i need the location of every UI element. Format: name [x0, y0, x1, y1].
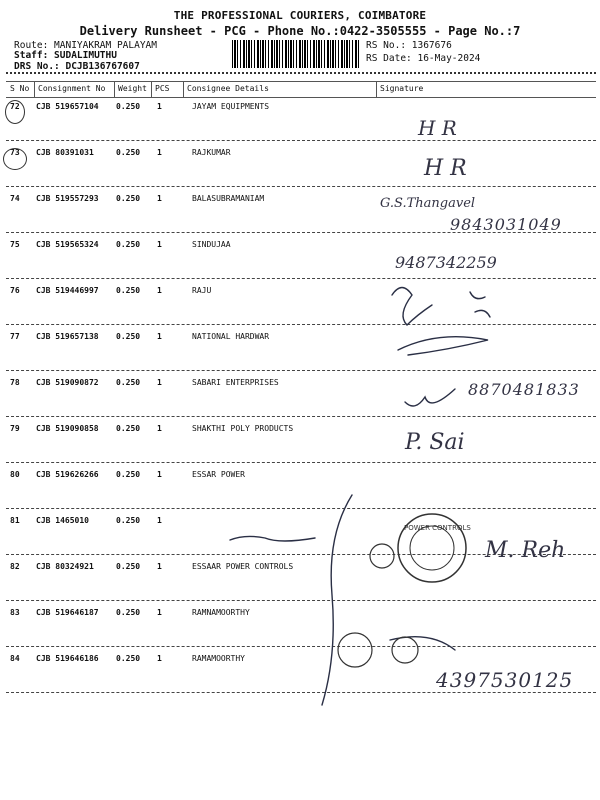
staff-label: Staff: SUDALIMUTHU [14, 50, 117, 61]
row-sno: 73 [10, 148, 20, 157]
row-pcs: 1 [157, 470, 162, 479]
row-consignee: ESSAR POWER [192, 470, 245, 479]
row-weight: 0.250 [116, 148, 141, 157]
row-sno: 74 [10, 194, 20, 203]
signature-row-74-name: G.S.Thangavel [380, 196, 476, 211]
scribble-signature-76 [392, 288, 432, 326]
row-consignee: RAMAMOORTHY [192, 654, 245, 663]
row-sno: 82 [10, 562, 20, 571]
drs-number: DRS No.: DCJB136767607 [14, 61, 140, 72]
col-consignee: Consignee Details [187, 84, 269, 93]
runsheet-subtitle: Delivery Runsheet - PCG - Phone No.:0422-3505555 - Page No.:7 [79, 24, 521, 38]
row-sno: 83 [10, 608, 20, 617]
row-sno: 76 [10, 286, 20, 295]
route-label: Route: MANIYAKRAM PALAYAM [14, 40, 157, 51]
row-consignment-no: CJB 519565324 [36, 240, 99, 249]
scribble-signature-77 [398, 337, 488, 355]
row-pcs: 1 [157, 286, 162, 295]
row-pcs: 1 [157, 240, 162, 249]
row-weight: 0.250 [116, 194, 141, 203]
row-consignment-no: CJB 519626266 [36, 470, 99, 479]
row-sno: 81 [10, 516, 20, 525]
row-consignment-no: CJB 80391031 [36, 148, 94, 157]
row-sno: 84 [10, 654, 20, 663]
row-pcs: 1 [157, 194, 162, 203]
rs-number: RS No.: 1367676 [366, 40, 452, 51]
signature-row-79: P. Sai [405, 430, 465, 455]
row-weight: 0.250 [116, 516, 141, 525]
row-sno: 75 [10, 240, 20, 249]
row-consignee: RAMNAMOORTHY [192, 608, 250, 617]
row-weight: 0.250 [116, 378, 141, 387]
row-weight: 0.250 [116, 654, 141, 663]
row-consignee: SINDUJAA [192, 240, 231, 249]
row-consignment-no: CJB 519646186 [36, 654, 99, 663]
row-weight: 0.250 [116, 240, 141, 249]
row-marker-circle [338, 633, 372, 667]
signature-row-72: H R [418, 116, 457, 140]
row-consignee: RAJU [192, 286, 212, 295]
row-consignment-no: CJB 1465010 [36, 516, 89, 525]
col-pcs: PCS [155, 84, 170, 93]
row-pcs: 1 [157, 654, 162, 663]
col-weight: Weight [118, 84, 147, 93]
signature-row-84-phone: 4397530125 [436, 668, 574, 692]
row-pcs: 1 [157, 608, 162, 617]
col-signature: Signature [380, 84, 424, 93]
row-pcs: 1 [157, 516, 162, 525]
dash-mark-row-81 [230, 536, 315, 541]
row-pcs: 1 [157, 378, 162, 387]
row-weight: 0.250 [116, 562, 141, 571]
row-weight: 0.250 [116, 332, 141, 341]
stamp-text: POWER CONTROLS [404, 524, 471, 532]
row-sno: 77 [10, 332, 20, 341]
row-consignment-no: CJB 519090872 [36, 378, 99, 387]
row-pcs: 1 [157, 424, 162, 433]
scribble-signature-76b [470, 292, 490, 317]
row-consignment-no: CJB 519657138 [36, 332, 99, 341]
row-consignment-no: CJB 519557293 [36, 194, 99, 203]
row-pcs: 1 [157, 332, 162, 341]
signature-row-73: H R [424, 156, 467, 181]
row-weight: 0.250 [116, 608, 141, 617]
company-title: THE PROFESSIONAL COURIERS, COIMBATORE [173, 9, 427, 22]
row-marker-circle [370, 544, 394, 568]
long-stroke-line [322, 495, 352, 705]
row-consignee: ESSAAR POWER CONTROLS [192, 562, 294, 571]
row-sno: 80 [10, 470, 20, 479]
scribble-signature-78 [405, 389, 455, 406]
row-pcs: 1 [157, 102, 162, 111]
rs-date: RS Date: 16-May-2024 [366, 53, 481, 64]
row-sno: 78 [10, 378, 20, 387]
signature-row-74-phone: 9843031049 [450, 215, 562, 234]
row-weight: 0.250 [116, 286, 141, 295]
row-consignee: SHAKTHI POLY PRODUCTS [192, 424, 294, 433]
row-consignee: RAJKUMAR [192, 148, 231, 157]
row-consignment-no: CJB 519646187 [36, 608, 99, 617]
signature-row-82: M. Reh [485, 538, 566, 563]
row-weight: 0.250 [116, 470, 141, 479]
row-consignee: BALASUBRAMANIAM [192, 194, 265, 203]
row-consignment-no: CJB 519446997 [36, 286, 99, 295]
row-consignment-no: CJB 80324921 [36, 562, 94, 571]
row-consignee: JAYAM EQUIPMENTS [192, 102, 270, 111]
row-sno: 72 [10, 102, 20, 111]
row-sno: 79 [10, 424, 20, 433]
col-consignment: Consignment No [38, 84, 106, 93]
row-pcs: 1 [157, 562, 162, 571]
signature-row-75: 9487342259 [395, 253, 497, 272]
row-consignee: SABARI ENTERPRISES [192, 378, 279, 387]
row-consignment-no: CJB 519090858 [36, 424, 99, 433]
row-pcs: 1 [157, 148, 162, 157]
row-marker-circle [392, 637, 418, 663]
company-stamp [398, 514, 471, 582]
col-sno: S No [10, 84, 30, 93]
row-consignee: NATIONAL HARDWAR [192, 332, 270, 341]
row-weight: 0.250 [116, 102, 141, 111]
row-weight: 0.250 [116, 424, 141, 433]
signature-row-78-phone: 8870481833 [468, 380, 580, 399]
row-consignment-no: CJB 519657104 [36, 102, 99, 111]
